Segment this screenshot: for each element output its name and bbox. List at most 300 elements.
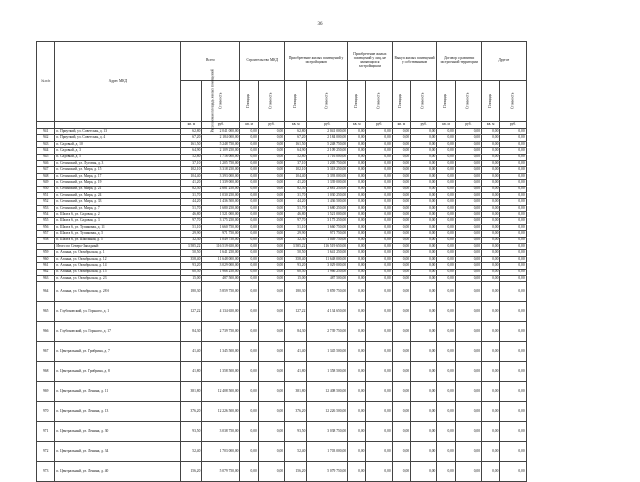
acq-nondev-area-cell: 0,00 xyxy=(348,422,366,442)
total-cost-cell: 1 436 500,00 xyxy=(202,199,240,205)
contract-area-cell: 0,00 xyxy=(437,199,455,205)
acq-dev-cost-cell: 116 519 650,00 xyxy=(307,244,348,250)
buyout-area-cell: 0,00 xyxy=(392,148,410,154)
buyout-area-cell: 0,00 xyxy=(392,186,410,192)
buyout-cost-cell: 0,00 xyxy=(411,244,437,250)
mkd-area-cell: 0,00 xyxy=(240,129,258,135)
mkd-cost-cell: 0,00 xyxy=(258,148,284,154)
sub-cost-header: Стоимость xyxy=(366,81,392,122)
acq-dev-cost-cell: 1 030 250,00 xyxy=(307,192,348,198)
contract-cost-cell: 0,00 xyxy=(455,382,481,402)
col-acq-dev-header: Приобретение жилых помещений у застройщиков xyxy=(285,42,348,81)
row-number-cell: 963 xyxy=(37,275,55,281)
unit-cell: руб. xyxy=(202,122,240,129)
total-area-cell: 60,50 xyxy=(181,269,202,275)
mkd-area-cell: 0,00 xyxy=(240,402,258,422)
buyout-area-cell: 0,00 xyxy=(392,382,410,402)
mkd-cost-cell: 0,00 xyxy=(258,212,284,218)
acq-dev-area-cell: 104,40 xyxy=(285,173,307,179)
other-cost-cell: 0,00 xyxy=(500,218,526,224)
total-area-cell: 37,10 xyxy=(181,160,202,166)
total-cost-cell: 5 079 750,00 xyxy=(202,462,240,482)
sub-area-header: Площадь xyxy=(240,81,258,122)
buyout-area-cell: 0,00 xyxy=(392,231,410,237)
acq-nondev-cost-cell: 0,00 xyxy=(366,180,392,186)
mkd-cost-cell: 0,00 xyxy=(258,129,284,135)
total-cost-cell: 1 966 250,00 xyxy=(202,269,240,275)
acq-nondev-cost-cell: 0,00 xyxy=(366,342,392,362)
address-cell: п. Сечинский, ул. Мира, д. 17 xyxy=(55,173,181,179)
contract-area-cell: 0,00 xyxy=(437,256,455,262)
mkd-area-cell: 0,00 xyxy=(240,141,258,147)
mkd-area-cell: 0,00 xyxy=(240,250,258,256)
buyout-area-cell: 0,00 xyxy=(392,256,410,262)
buyout-area-cell: 0,00 xyxy=(392,192,410,198)
contract-area-cell: 0,00 xyxy=(437,402,455,422)
address-cell: п. Сечинский, ул. Мира, д. 15 xyxy=(55,167,181,173)
unit-cell: руб. xyxy=(307,122,348,129)
mkd-cost-cell: 0,00 xyxy=(258,442,284,462)
mkd-area-cell: 0,00 xyxy=(240,212,258,218)
mkd-area-cell: 0,00 xyxy=(240,205,258,211)
contract-cost-cell: 0,00 xyxy=(455,129,481,135)
row-number-cell: 966 xyxy=(37,322,55,342)
total-area-cell: 41,20 xyxy=(181,180,202,186)
mkd-area-cell: 0,00 xyxy=(240,192,258,198)
buyout-area-cell: 0,00 xyxy=(392,302,410,322)
other-area-cell: 0,00 xyxy=(482,212,500,218)
other-cost-cell: 0,00 xyxy=(500,148,526,154)
other-area-cell: 0,00 xyxy=(482,205,500,211)
address-cell: п. Приуткий, ул. Советская, д. 4 xyxy=(55,135,181,141)
contract-area-cell: 0,00 xyxy=(437,167,455,173)
buyout-cost-cell: 0,00 xyxy=(411,302,437,322)
row-number-cell: 962 xyxy=(37,269,55,275)
contract-area-cell: 0,00 xyxy=(437,342,455,362)
total-area-cell: 104,40 xyxy=(181,173,202,179)
acq-dev-cost-cell: 11 648 000,00 xyxy=(307,256,348,262)
address-cell: п. Шахта 6, ул. Школьная, д. 5 xyxy=(55,237,181,243)
total-cost-cell: 11 648 000,00 xyxy=(202,256,240,262)
other-area-cell: 0,00 xyxy=(482,302,500,322)
mkd-cost-cell: 0,00 xyxy=(258,237,284,243)
acq-nondev-cost-cell: 0,00 xyxy=(366,382,392,402)
acq-nondev-cost-cell: 0,00 xyxy=(366,148,392,154)
sub-area-header: Расселяемая площадь жилых помещений xyxy=(181,81,202,122)
acq-dev-cost-cell: 1 345 500,00 xyxy=(307,342,348,362)
unit-cell: кв. м xyxy=(181,122,202,129)
total-cost-cell: 1 030 250,00 xyxy=(202,192,240,198)
contract-area-cell: 0,00 xyxy=(437,250,455,256)
address-cell: п. Центральный, ул. Ленина, д. 34 xyxy=(55,442,181,462)
total-area-cell: 51,10 xyxy=(181,224,202,230)
acq-nondev-cost-cell: 0,00 xyxy=(366,218,392,224)
acq-dev-area-cell: 161,50 xyxy=(285,141,307,147)
total-area-cell: 67,20 xyxy=(181,135,202,141)
unit-cell: кв. м xyxy=(285,122,307,129)
acq-dev-cost-cell: 1 339 000,00 xyxy=(307,180,348,186)
total-cost-cell: 1 703 000,00 xyxy=(202,442,240,462)
buyout-area-cell: 0,00 xyxy=(392,224,410,230)
other-area-cell: 0,00 xyxy=(482,160,500,166)
other-area-cell: 0,00 xyxy=(482,322,500,342)
contract-area-cell: 0,00 xyxy=(437,173,455,179)
other-cost-cell: 0,00 xyxy=(500,322,526,342)
other-area-cell: 0,00 xyxy=(482,218,500,224)
total-cost-cell: 2 109 250,00 xyxy=(202,148,240,154)
mkd-area-cell: 0,00 xyxy=(240,275,258,281)
buyout-cost-cell: 0,00 xyxy=(411,199,437,205)
acq-nondev-cost-cell: 0,00 xyxy=(366,442,392,462)
row-number-cell: 958 xyxy=(37,237,55,243)
mkd-area-cell: 0,00 xyxy=(240,237,258,243)
other-cost-cell: 0,00 xyxy=(500,250,526,256)
sub-area-header: Площадь xyxy=(392,81,410,122)
mkd-cost-cell: 0,00 xyxy=(258,186,284,192)
address-cell: п. Аганна, ул. Октябрьская, д. 14 xyxy=(55,263,181,269)
contract-cost-cell: 0,00 xyxy=(455,199,481,205)
other-cost-cell: 0,00 xyxy=(500,269,526,275)
acq-dev-cost-cell: 3 175 250,00 xyxy=(307,218,348,224)
address-cell: п. Центральный, ул. Ленина, д. 40 xyxy=(55,462,181,482)
acq-nondev-area-cell: 0,00 xyxy=(348,322,366,342)
address-cell: Итого по Северо-Западный: xyxy=(55,244,181,250)
mkd-cost-cell: 0,00 xyxy=(258,382,284,402)
address-cell: п. Аганна, ул. Октябрьская, д. 15 xyxy=(55,269,181,275)
other-cost-cell: 0,00 xyxy=(500,160,526,166)
address-cell: п. Садовый, д. 10 xyxy=(55,141,181,147)
row-number-cell: 946 xyxy=(37,160,55,166)
total-area-cell: 41,40 xyxy=(181,342,202,362)
mkd-cost-cell: 0,00 xyxy=(258,302,284,322)
sub-cost-header: Стоимость xyxy=(500,81,526,122)
table-body xyxy=(37,129,616,482)
mkd-cost-cell: 0,00 xyxy=(258,205,284,211)
address-cell: п. Шахта 6, ул. Тупиковая, д. 5 xyxy=(55,231,181,237)
contract-cost-cell: 0,00 xyxy=(455,167,481,173)
contract-area-cell: 0,00 xyxy=(437,129,455,135)
other-cost-cell: 0,00 xyxy=(500,135,526,141)
other-cost-cell: 0,00 xyxy=(500,180,526,186)
sub-area-header: Площадь xyxy=(482,81,500,122)
mkd-cost-cell: 0,00 xyxy=(258,402,284,422)
total-cost-cell: 3 318 250,00 xyxy=(202,167,240,173)
acq-dev-area-cell: 93,50 xyxy=(285,422,307,442)
buyout-area-cell: 0,00 xyxy=(392,135,410,141)
total-cost-cell: 12 226 500,00 xyxy=(202,402,240,422)
buyout-cost-cell: 0,00 xyxy=(411,186,437,192)
contract-cost-cell: 0,00 xyxy=(455,244,481,250)
acq-nondev-cost-cell: 0,00 xyxy=(366,322,392,342)
total-cost-cell: 12 408 500,00 xyxy=(202,382,240,402)
acq-dev-area-cell: 41,20 xyxy=(285,180,307,186)
acq-dev-area-cell: 51,70 xyxy=(285,205,307,211)
acq-nondev-area-cell: 0,00 xyxy=(348,205,366,211)
mkd-area-cell: 0,00 xyxy=(240,135,258,141)
contract-cost-cell: 0,00 xyxy=(455,275,481,281)
other-area-cell: 0,00 xyxy=(482,180,500,186)
contract-area-cell: 0,00 xyxy=(437,218,455,224)
acq-nondev-cost-cell: 0,00 xyxy=(366,231,392,237)
total-cost-cell: 4 134 650,00 xyxy=(202,302,240,322)
buyout-cost-cell: 0,00 xyxy=(411,167,437,173)
total-area-cell: 46,80 xyxy=(181,212,202,218)
table-row xyxy=(37,422,616,442)
mkd-cost-cell: 0,00 xyxy=(258,342,284,362)
buyout-cost-cell: 0,00 xyxy=(411,362,437,382)
total-cost-cell: 2 739 750,00 xyxy=(202,322,240,342)
unit-cell: руб. xyxy=(411,122,437,129)
table-row xyxy=(37,362,616,382)
other-cost-cell: 0,00 xyxy=(500,173,526,179)
acq-nondev-cost-cell: 0,00 xyxy=(366,205,392,211)
buyout-area-cell: 0,00 xyxy=(392,141,410,147)
total-cost-cell: 5 859 750,00 xyxy=(202,282,240,302)
other-cost-cell: 0,00 xyxy=(500,282,526,302)
row-number-cell: 957 xyxy=(37,231,55,237)
row-number-cell: 941 xyxy=(37,129,55,135)
other-area-cell: 0,00 xyxy=(482,282,500,302)
other-cost-cell: 0,00 xyxy=(500,362,526,382)
other-area-cell: 0,00 xyxy=(482,186,500,192)
buyout-cost-cell: 0,00 xyxy=(411,322,437,342)
acq-nondev-area-cell: 0,00 xyxy=(348,180,366,186)
buyout-cost-cell: 0,00 xyxy=(411,173,437,179)
table-row xyxy=(37,462,616,482)
mkd-area-cell: 0,00 xyxy=(240,382,258,402)
row-number-cell: 960 xyxy=(37,256,55,262)
acq-nondev-area-cell: 0,00 xyxy=(348,173,366,179)
contract-cost-cell: 0,00 xyxy=(455,180,481,186)
total-cost-cell: 2 184 000,00 xyxy=(202,135,240,141)
row-number-cell: 970 xyxy=(37,402,55,422)
contract-area-cell: 0,00 xyxy=(437,148,455,154)
acq-nondev-cost-cell: 0,00 xyxy=(366,224,392,230)
unit-cell xyxy=(37,122,55,129)
buyout-area-cell: 0,00 xyxy=(392,422,410,442)
buyout-cost-cell: 0,00 xyxy=(411,269,437,275)
acq-nondev-cost-cell: 0,00 xyxy=(366,362,392,382)
buyout-cost-cell: 0,00 xyxy=(411,212,437,218)
contract-cost-cell: 0,00 xyxy=(455,269,481,275)
unit-cell: руб. xyxy=(455,122,481,129)
acq-dev-cost-cell: 1 660 750,00 xyxy=(307,224,348,230)
contract-area-cell: 0,00 xyxy=(437,462,455,482)
mkd-area-cell: 0,00 xyxy=(240,263,258,269)
buyout-area-cell: 0,00 xyxy=(392,237,410,243)
contract-cost-cell: 0,00 xyxy=(455,362,481,382)
col-mkd-header: Строительство МКД xyxy=(240,42,285,81)
total-area-cell: 64,90 xyxy=(181,148,202,154)
row-number-cell: 942 xyxy=(37,135,55,141)
acq-dev-area-cell: 358,40 xyxy=(285,256,307,262)
buyout-cost-cell: 0,00 xyxy=(411,250,437,256)
contract-cost-cell: 0,00 xyxy=(455,135,481,141)
total-cost-cell: 2 681 250,00 xyxy=(202,186,240,192)
address-cell: п. Сечинский, ул. Мира, д. 7 xyxy=(55,205,181,211)
buyout-area-cell: 0,00 xyxy=(392,218,410,224)
total-area-cell: 3 585,22 xyxy=(181,244,202,250)
contract-area-cell: 0,00 xyxy=(437,263,455,269)
mkd-area-cell: 0,00 xyxy=(240,422,258,442)
page-number: 36 xyxy=(317,22,323,27)
total-cost-cell: 116 519 650,00 xyxy=(202,244,240,250)
acq-nondev-area-cell: 0,00 xyxy=(348,256,366,262)
row-number-cell: 964 xyxy=(37,282,55,302)
buyout-area-cell: 0,00 xyxy=(392,180,410,186)
address-cell: п. Аганна, ул. Октябрьская, д. 1 xyxy=(55,250,181,256)
address-cell: п. Шахта 6, ул. Садовая, д. 2 xyxy=(55,212,181,218)
acq-nondev-cost-cell: 0,00 xyxy=(366,186,392,192)
acq-dev-area-cell: 32,30 xyxy=(285,237,307,243)
row-number-cell: 951 xyxy=(37,192,55,198)
mkd-area-cell: 0,00 xyxy=(240,160,258,166)
other-cost-cell: 0,00 xyxy=(500,244,526,250)
row-number-cell: 959 xyxy=(37,250,55,256)
address-cell: п. Центральный, ул. Ленина, д. 13 xyxy=(55,402,181,422)
table-row xyxy=(37,322,616,342)
total-area-cell: 358,40 xyxy=(181,256,202,262)
mkd-cost-cell: 0,00 xyxy=(258,141,284,147)
contract-area-cell: 0,00 xyxy=(437,224,455,230)
row-number-cell: 968 xyxy=(37,362,55,382)
mkd-cost-cell: 0,00 xyxy=(258,231,284,237)
row-number-cell: 961 xyxy=(37,263,55,269)
acq-nondev-area-cell: 0,00 xyxy=(348,186,366,192)
row-number-cell: 948 xyxy=(37,173,55,179)
other-cost-cell: 0,00 xyxy=(500,263,526,269)
acq-nondev-area-cell: 0,00 xyxy=(348,129,366,135)
total-cost-cell: 1 358 500,00 xyxy=(202,362,240,382)
other-area-cell: 0,00 xyxy=(482,173,500,179)
other-cost-cell: 0,00 xyxy=(500,256,526,262)
total-cost-cell: 1 339 000,00 xyxy=(202,180,240,186)
mkd-cost-cell: 0,00 xyxy=(258,269,284,275)
contract-area-cell: 0,00 xyxy=(437,275,455,281)
mkd-area-cell: 0,00 xyxy=(240,231,258,237)
other-area-cell: 0,00 xyxy=(482,250,500,256)
acq-dev-cost-cell: 5 248 750,00 xyxy=(307,141,348,147)
buyout-cost-cell: 0,00 xyxy=(411,382,437,402)
acq-dev-cost-cell: 12 226 500,00 xyxy=(307,402,348,422)
total-cost-cell: 3 029 000,00 xyxy=(202,263,240,269)
buyout-cost-cell: 0,00 xyxy=(411,129,437,135)
acq-dev-cost-cell: 2 184 000,00 xyxy=(307,135,348,141)
other-area-cell: 0,00 xyxy=(482,141,500,147)
total-area-cell: 62,80 xyxy=(181,129,202,135)
acq-nondev-cost-cell: 0,00 xyxy=(366,244,392,250)
acq-dev-cost-cell: 1 641 250,00 xyxy=(307,250,348,256)
other-area-cell: 0,00 xyxy=(482,422,500,442)
buyout-cost-cell: 0,00 xyxy=(411,180,437,186)
mkd-cost-cell: 0,00 xyxy=(258,322,284,342)
contract-cost-cell: 0,00 xyxy=(455,256,481,262)
address-cell: п. Центральный, ул. Ленина, д. 30 xyxy=(55,422,181,442)
acq-nondev-area-cell: 0,00 xyxy=(348,218,366,224)
contract-area-cell: 0,00 xyxy=(437,212,455,218)
row-number-cell: 956 xyxy=(37,224,55,230)
sub-cost-header: Стоимость xyxy=(411,81,437,122)
buyout-cost-cell: 0,00 xyxy=(411,154,437,160)
acq-dev-area-cell: 180,30 xyxy=(285,282,307,302)
acq-nondev-area-cell: 0,00 xyxy=(348,244,366,250)
table-row xyxy=(37,342,616,362)
other-area-cell: 0,00 xyxy=(482,263,500,269)
address-cell: п. Шахта 6, ул. Садовая, д. 3 xyxy=(55,218,181,224)
acq-dev-area-cell: 84,30 xyxy=(285,322,307,342)
contract-area-cell: 0,00 xyxy=(437,237,455,243)
total-cost-cell: 3 038 750,00 xyxy=(202,422,240,442)
other-area-cell: 0,00 xyxy=(482,167,500,173)
buyout-area-cell: 0,00 xyxy=(392,269,410,275)
acq-dev-cost-cell: 3 393 000,00 xyxy=(307,173,348,179)
acq-nondev-cost-cell: 0,00 xyxy=(366,167,392,173)
contract-cost-cell: 0,00 xyxy=(455,422,481,442)
mkd-area-cell: 0,00 xyxy=(240,218,258,224)
sub-cost-header: Стоимость xyxy=(307,81,348,122)
acq-nondev-cost-cell: 0,00 xyxy=(366,402,392,422)
total-cost-cell: 3 175 250,00 xyxy=(202,218,240,224)
contract-cost-cell: 0,00 xyxy=(455,282,481,302)
col-address-header: Адрес МКД xyxy=(55,42,181,122)
address-cell: п. Аганна, ул. Октябрьская, д. 12 xyxy=(55,256,181,262)
contract-cost-cell: 0,00 xyxy=(455,173,481,179)
address-cell: п. Центральный, ул. Грибрина, д. 7 xyxy=(55,342,181,362)
total-area-cell: 44,20 xyxy=(181,199,202,205)
unit-cell: руб. xyxy=(258,122,284,129)
buyout-area-cell: 0,00 xyxy=(392,173,410,179)
table-row xyxy=(37,282,616,302)
acq-dev-cost-cell: 12 408 500,00 xyxy=(307,382,348,402)
address-cell: п. Шахта 6, ул. Тупиковая, д. 11 xyxy=(55,224,181,230)
total-area-cell: 161,50 xyxy=(181,141,202,147)
acq-nondev-area-cell: 0,00 xyxy=(348,141,366,147)
other-area-cell: 0,00 xyxy=(482,362,500,382)
other-cost-cell: 0,00 xyxy=(500,192,526,198)
total-cost-cell: 971 750,00 xyxy=(202,231,240,237)
acq-dev-area-cell: 44,20 xyxy=(285,199,307,205)
contract-area-cell: 0,00 xyxy=(437,422,455,442)
contract-cost-cell: 0,00 xyxy=(455,402,481,422)
acq-dev-cost-cell: 4 134 650,00 xyxy=(307,302,348,322)
contract-cost-cell: 0,00 xyxy=(455,250,481,256)
table-row xyxy=(37,382,616,402)
unit-cell: кв. м xyxy=(437,122,455,129)
acq-dev-area-cell: 381,80 xyxy=(285,382,307,402)
other-cost-cell: 0,00 xyxy=(500,237,526,243)
acq-nondev-cost-cell: 0,00 xyxy=(366,135,392,141)
total-cost-cell: 5 248 750,00 xyxy=(202,141,240,147)
other-cost-cell: 0,00 xyxy=(500,275,526,281)
contract-cost-cell: 0,00 xyxy=(455,231,481,237)
acq-nondev-area-cell: 0,00 xyxy=(348,263,366,269)
acq-nondev-cost-cell: 0,00 xyxy=(366,199,392,205)
buyout-area-cell: 0,00 xyxy=(392,199,410,205)
unit-cell: кв. м xyxy=(392,122,410,129)
mkd-cost-cell: 0,00 xyxy=(258,275,284,281)
acq-dev-cost-cell: 5 859 750,00 xyxy=(307,282,348,302)
contract-cost-cell: 0,00 xyxy=(455,212,481,218)
row-number-cell: 972 xyxy=(37,442,55,462)
mkd-area-cell: 0,00 xyxy=(240,180,258,186)
contract-cost-cell: 0,00 xyxy=(455,160,481,166)
mkd-area-cell: 0,00 xyxy=(240,302,258,322)
other-cost-cell: 0,00 xyxy=(500,422,526,442)
acq-nondev-area-cell: 0,00 xyxy=(348,148,366,154)
total-area-cell: 31,70 xyxy=(181,192,202,198)
acq-dev-area-cell: 46,80 xyxy=(285,212,307,218)
acq-nondev-cost-cell: 0,00 xyxy=(366,192,392,198)
